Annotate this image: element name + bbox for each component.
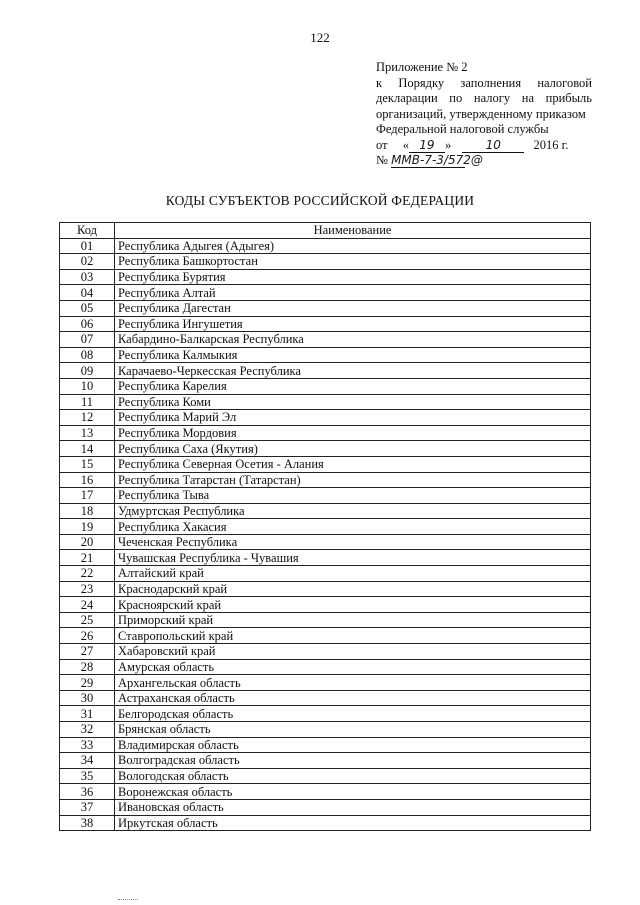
table-row	[60, 612, 591, 628]
region-name: Республика Саха (Якутия)	[115, 441, 591, 457]
appendix-line: Федеральной налоговой службы	[376, 122, 549, 136]
table-row	[60, 566, 591, 582]
scan-edge-mark	[118, 899, 138, 900]
table-row	[60, 597, 591, 613]
region-name: Республика Ингушетия	[115, 316, 591, 332]
appendix-line: к Порядку заполнения налоговой	[376, 75, 592, 90]
order-number: ММВ-7-3/572@	[391, 153, 483, 167]
table-row	[60, 472, 591, 488]
table-row	[60, 753, 591, 769]
region-code: 24	[60, 597, 115, 613]
table-row	[60, 254, 591, 270]
appendix-line: организаций, утвержденному приказом	[376, 106, 586, 121]
region-code: 08	[60, 347, 115, 363]
table-row	[60, 550, 591, 566]
region-name: Алтайский край	[115, 566, 591, 582]
region-name: Иркутская область	[115, 815, 591, 831]
region-code: 31	[60, 706, 115, 722]
region-code: 32	[60, 722, 115, 738]
appendix-title: Приложение № 2	[376, 60, 468, 74]
table-row	[60, 488, 591, 504]
region-code: 10	[60, 378, 115, 394]
table-row	[60, 799, 591, 815]
region-code: 13	[60, 425, 115, 441]
table-row	[60, 363, 591, 379]
region-name: Республика Марий Эл	[115, 410, 591, 426]
region-code: 04	[60, 285, 115, 301]
number-prefix: №	[376, 153, 388, 167]
region-code: 11	[60, 394, 115, 410]
table-row	[60, 519, 591, 535]
table-row	[60, 675, 591, 691]
region-name: Республика Алтай	[115, 285, 591, 301]
region-codes-table	[59, 222, 591, 831]
region-name: Краснодарский край	[115, 581, 591, 597]
region-name: Ставропольский край	[115, 628, 591, 644]
region-name: Республика Татарстан (Татарстан)	[115, 472, 591, 488]
region-code: 17	[60, 488, 115, 504]
region-name: Хабаровский край	[115, 644, 591, 660]
region-name: Брянская область	[115, 722, 591, 738]
table-row	[60, 378, 591, 394]
table-row	[60, 300, 591, 316]
table-row	[60, 238, 591, 254]
region-code: 22	[60, 566, 115, 582]
region-code: 02	[60, 254, 115, 270]
region-code: 09	[60, 363, 115, 379]
region-name: Республика Тыва	[115, 488, 591, 504]
table-row	[60, 456, 591, 472]
table-row	[60, 644, 591, 660]
region-name: Республика Северная Осетия - Алания	[115, 456, 591, 472]
region-name: Чеченская Республика	[115, 534, 591, 550]
region-name: Республика Бурятия	[115, 269, 591, 285]
order-year: 2016 г.	[533, 137, 569, 152]
table-body	[60, 238, 591, 831]
table-row	[60, 394, 591, 410]
region-name: Белгородская область	[115, 706, 591, 722]
region-code: 18	[60, 503, 115, 519]
table-row	[60, 332, 591, 348]
table-row	[60, 768, 591, 784]
region-code: 28	[60, 659, 115, 675]
region-code: 25	[60, 612, 115, 628]
region-name: Кабардино-Балкарская Республика	[115, 332, 591, 348]
region-name: Амурская область	[115, 659, 591, 675]
region-name: Красноярский край	[115, 597, 591, 613]
table-row	[60, 285, 591, 301]
region-name: Республика Дагестан	[115, 300, 591, 316]
page-number: 122	[310, 30, 330, 45]
region-name: Республика Башкортостан	[115, 254, 591, 270]
region-name: Воронежская область	[115, 784, 591, 800]
region-code: 34	[60, 753, 115, 769]
region-code: 03	[60, 269, 115, 285]
order-month: 10	[462, 139, 524, 153]
region-name: Республика Мордовия	[115, 425, 591, 441]
region-name: Республика Калмыкия	[115, 347, 591, 363]
table-row	[60, 441, 591, 457]
table-row	[60, 425, 591, 441]
region-name: Республика Адыгея (Адыгея)	[115, 238, 591, 254]
appendix-line: декларации по налогу на прибыль	[376, 91, 592, 105]
region-code: 15	[60, 456, 115, 472]
region-code: 14	[60, 441, 115, 457]
region-code: 38	[60, 815, 115, 831]
table-row	[60, 815, 591, 831]
region-code: 33	[60, 737, 115, 753]
region-code: 12	[60, 410, 115, 426]
order-day: 19	[409, 139, 445, 153]
region-code: 23	[60, 581, 115, 597]
region-code: 30	[60, 690, 115, 706]
region-name: Удмуртская Республика	[115, 503, 591, 519]
table-header-row	[60, 223, 591, 239]
region-code: 37	[60, 799, 115, 815]
region-name: Волгоградская область	[115, 753, 591, 769]
region-name: Ивановская область	[115, 799, 591, 815]
region-code: 21	[60, 550, 115, 566]
region-name: Республика Карелия	[115, 378, 591, 394]
region-name: Архангельская область	[115, 675, 591, 691]
order-date: от « 19 » 10 2016 г.	[376, 137, 569, 152]
table-row	[60, 347, 591, 363]
table-row	[60, 659, 591, 675]
region-code: 20	[60, 534, 115, 550]
table-row	[60, 737, 591, 753]
table-row	[60, 690, 591, 706]
region-code: 27	[60, 644, 115, 660]
region-name: Астраханская область	[115, 690, 591, 706]
appendix-block	[376, 60, 592, 169]
table-row	[60, 503, 591, 519]
region-code: 07	[60, 332, 115, 348]
table-row	[60, 706, 591, 722]
region-code: 06	[60, 316, 115, 332]
region-name: Карачаево-Черкесская Республика	[115, 363, 591, 379]
region-code: 29	[60, 675, 115, 691]
region-code: 19	[60, 519, 115, 535]
header-code: Код	[60, 223, 115, 239]
table-row	[60, 581, 591, 597]
header-name: Наименование	[115, 223, 591, 239]
document-title: КОДЫ СУБЪЕКТОВ РОССИЙСКОЙ ФЕДЕРАЦИИ	[165, 193, 475, 208]
order-number-line	[376, 153, 592, 169]
region-code: 26	[60, 628, 115, 644]
table-row	[60, 784, 591, 800]
region-name: Республика Коми	[115, 394, 591, 410]
region-code: 16	[60, 472, 115, 488]
table-row	[60, 410, 591, 426]
table-row	[60, 628, 591, 644]
region-name: Приморский край	[115, 612, 591, 628]
table-row	[60, 722, 591, 738]
region-code: 01	[60, 238, 115, 254]
region-name: Чувашская Республика - Чувашия	[115, 550, 591, 566]
date-prefix: от	[376, 137, 388, 152]
table-row	[60, 269, 591, 285]
region-name: Вологодская область	[115, 768, 591, 784]
table-row	[60, 316, 591, 332]
region-code: 36	[60, 784, 115, 800]
region-name: Республика Хакасия	[115, 519, 591, 535]
region-code: 05	[60, 300, 115, 316]
region-name: Владимирская область	[115, 737, 591, 753]
region-code: 35	[60, 768, 115, 784]
table-row	[60, 534, 591, 550]
